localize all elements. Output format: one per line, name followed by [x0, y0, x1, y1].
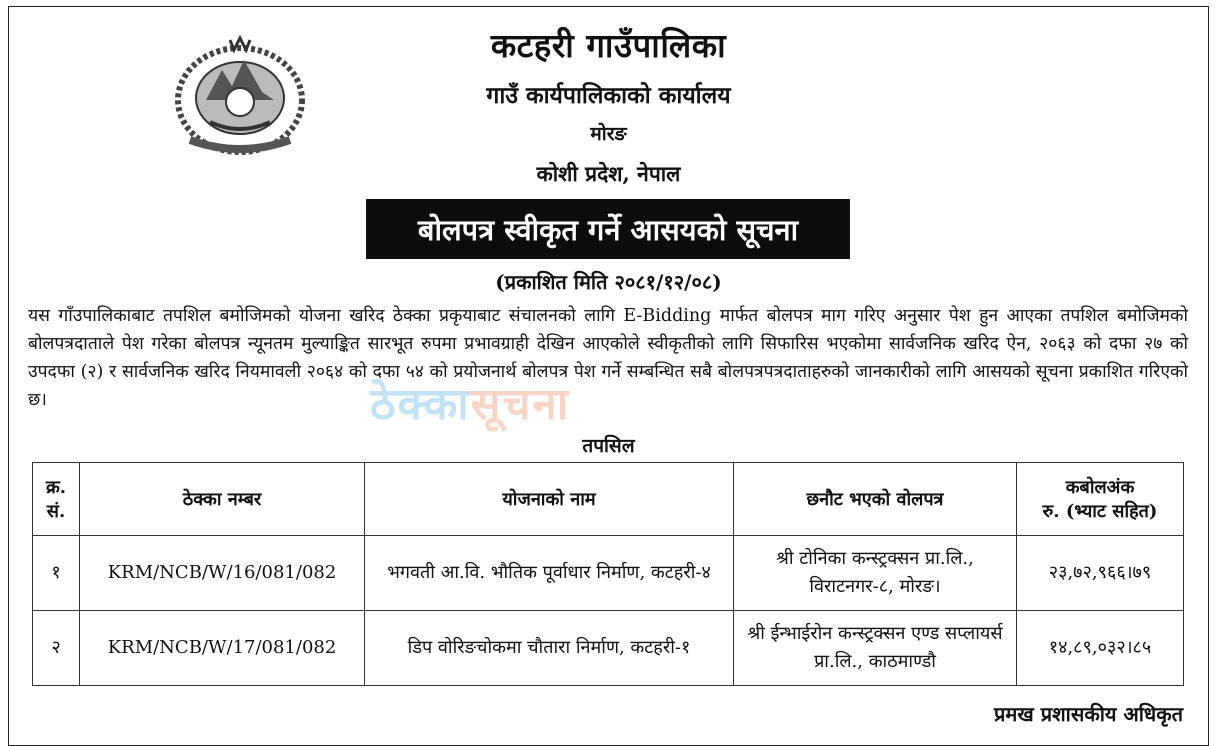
header-project: योजनाको नाम [365, 463, 734, 536]
table-header-row [33, 463, 1184, 536]
header-sn-line1: क्र. [45, 477, 67, 498]
watermark-part1: ठेक्का [370, 379, 471, 430]
cell-amount: २३,७२,९६६।७९ [1017, 536, 1184, 611]
watermark [370, 372, 570, 432]
header-amount-line1: कबोलअंक [1065, 477, 1135, 498]
notice-title: बोलपत्र स्वीकृत गर्ने आसयको सूचना [366, 199, 850, 259]
cell-project: भगवती आ.वि. भौतिक पूर्वाधार निर्माण, कटहरी-४ [365, 536, 734, 611]
details-heading: तपसिल [582, 435, 635, 457]
table-row [33, 536, 1184, 611]
table-row [33, 611, 1184, 686]
published-date: (प्रकाशित मिति २०८१/१२/०८) [495, 270, 722, 294]
cell-contract: KRM/NCB/W/16/081/082 [80, 536, 365, 611]
cell-sn: १ [33, 536, 80, 611]
cell-project: डिप वोरिङचोकमा चौतारा निर्माण, कटहरी-१ [365, 611, 734, 686]
office-name: गाउँ कार्यपालिकाको कार्यालय [486, 82, 731, 109]
cell-bid: श्री ईन्भाईरोन कन्स्ट्रक्सन एण्ड सप्लायर्स प्रा.लि., काठमाण्डौ [734, 611, 1017, 686]
watermark-part2: सूचना [470, 379, 571, 430]
header-sn [33, 463, 80, 536]
municipality-name: कटहरी गाउँपालिका [490, 26, 727, 65]
header-contract: ठेक्का नम्बर [80, 463, 365, 536]
header-amount-line2: रु. (भ्याट सहित) [1042, 501, 1158, 522]
cell-contract: KRM/NCB/W/17/081/082 [80, 611, 365, 686]
header-amount [1017, 463, 1184, 536]
header-bid: छनौट भएको वोलपत्र [734, 463, 1017, 536]
district-name: मोरङ [590, 123, 627, 145]
header-sn-line2: सं. [46, 501, 66, 522]
signatory-title: प्रमख प्रशासकीय अधिकृत [994, 702, 1183, 726]
cell-bid: श्री टोनिका कन्स्ट्रक्सन प्रा.लि., विराटनगर-८, मोरङ। [734, 536, 1017, 611]
notice-body: यस गाँउपालिकाबाट तपशिल बमोजिमको योजना खरिद ठेक्का प्रकृयाबाट संचालनको लागि E-Bidding मार्फत बोलपत्र माग गरिए अनुसार पेश हुन आएका तपशिल बमोजिमको बोलपत्रदाताले पेश गरेका बोलपत्र न्यूनतम मुल्याङ्कित सारभूत रुपमा प्रभावग्राही देखिन आएकोले स्वीकृतीको लागि सिफारिस भएकोमा सार्वजनिक खरिद ऐन, २०६३ को दफा २७ को उपदफा (२) र सार्वजनिक खरिद नियमावली २०६४ को दफा ५४ को प्रयोजनार्थ बोलपत्र पेश गर्ने सम्बन्धित सबै बोलपत्रपत्रदाताहरुको जानकारीको लागि आसयको सूचना प्रकाशित गरिएको छ। [28, 306, 1188, 410]
province-name: कोशी प्रदेश, नेपाल [536, 161, 681, 186]
cell-sn: २ [33, 611, 80, 686]
bid-table [32, 462, 1184, 686]
cell-amount: १४,८९,०३२।८५ [1017, 611, 1184, 686]
